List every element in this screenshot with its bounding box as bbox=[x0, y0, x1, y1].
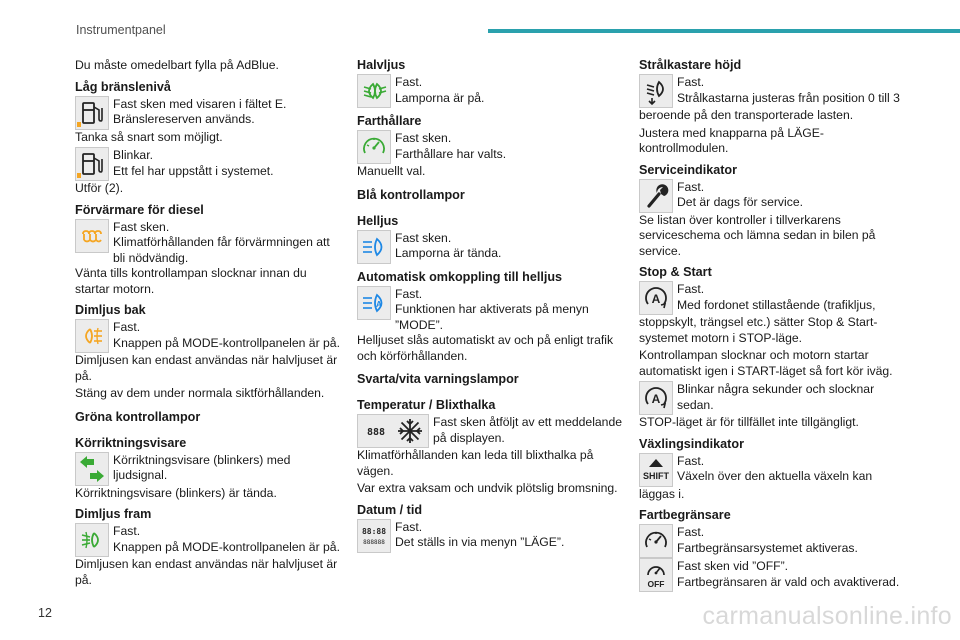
preheat-entry bbox=[75, 219, 343, 267]
low-fuel-after-2: Utför (2). bbox=[75, 181, 124, 195]
fuel-pump-icon bbox=[75, 96, 109, 130]
section-title-front-fog: Dimljus fram bbox=[75, 507, 152, 521]
section-title-indicators: Körriktningsvisare bbox=[75, 435, 187, 450]
front-fog-text-2: Knappen på MODE-kontrollpanelen är på. bbox=[113, 539, 340, 554]
low-fuel-blink-text-1: Blinkar. bbox=[113, 148, 153, 162]
group-title-green: Gröna kontrollampor bbox=[75, 409, 201, 424]
speed-limiter-icon bbox=[639, 524, 673, 558]
gear-text-1: Fast. bbox=[677, 453, 705, 468]
temperature-display-digits: 888 bbox=[366, 427, 386, 438]
fuel-pump-icon bbox=[75, 147, 109, 181]
dipped-text-1: Fast. bbox=[395, 75, 423, 89]
datetime-text-2: Det ställs in via menyn ”LÄGE”. bbox=[395, 535, 565, 549]
svg-text:A: A bbox=[651, 392, 661, 406]
datetime-display-date: 888888 bbox=[363, 538, 385, 546]
auto-beam-after: Helljuset slås automatiskt av och på enligt trafik och körförhållanden. bbox=[357, 333, 614, 363]
limiter-text-2: Fartbegränsarsystemet aktiveras. bbox=[677, 540, 858, 555]
gear-shift-icon bbox=[639, 453, 673, 487]
watermark: carmanualsonline.info bbox=[702, 602, 952, 630]
headlamp-levelling-icon bbox=[639, 74, 673, 108]
datetime-text-1: Fast. bbox=[395, 519, 423, 534]
temp-ice-entry bbox=[357, 414, 625, 448]
front-fog-after: Dimljusen kan endast användas när halvljuset är på. bbox=[75, 557, 338, 587]
adblue-intro-text: Du måste omedelbart fylla på AdBlue. bbox=[75, 58, 279, 72]
wrench-icon bbox=[639, 179, 673, 213]
snowflake-icon bbox=[394, 415, 426, 447]
column-left bbox=[75, 58, 343, 590]
gear-entry bbox=[639, 453, 911, 487]
headlamp-height-text-2: Strålkastarna justeras från position 0 till 3 bbox=[677, 90, 900, 105]
group-title-blue: Blå kontrollampor bbox=[357, 187, 465, 202]
page-header-title: Instrumentpanel bbox=[76, 23, 166, 37]
service-entry bbox=[639, 179, 911, 213]
headlamp-height-text-1: Fast. bbox=[677, 75, 705, 89]
indicators-entry bbox=[75, 452, 343, 486]
rear-fog-after-2: Stäng av dem under normala siktförhållanden. bbox=[75, 386, 325, 400]
header-accent-bar bbox=[488, 29, 960, 33]
headlamp-height-after-1: beroende på den transporterade lasten. bbox=[639, 108, 854, 122]
gear-text-2: Växeln över den aktuella växeln kan bbox=[677, 469, 873, 483]
preheat-text-2: Klimatförhållanden får förvärmningen att bli nödvändig. bbox=[113, 235, 330, 265]
limiter-off-text-1: Fast sken vid ”OFF”. bbox=[677, 559, 789, 573]
front-fog-entry bbox=[75, 523, 343, 557]
column-middle bbox=[357, 58, 625, 553]
temp-ice-icon-pair bbox=[357, 414, 429, 448]
stop-start-icon bbox=[639, 381, 673, 415]
service-text-2: Det är dags för service. bbox=[677, 195, 803, 209]
section-title-limiter: Fartbegränsare bbox=[639, 508, 731, 522]
limiter-text-1: Fast. bbox=[677, 525, 705, 539]
cruise-after: Manuellt val. bbox=[357, 164, 426, 178]
limiter-entry bbox=[639, 524, 911, 558]
section-title-cruise: Farthållare bbox=[357, 114, 422, 128]
stop-start-text-1: Fast. bbox=[677, 282, 705, 296]
glow-plug-icon bbox=[75, 219, 109, 253]
limiter-off-text-2: Fartbegränsaren är vald och avaktiverad. bbox=[677, 574, 900, 589]
column-right bbox=[639, 58, 911, 592]
limiter-off-entry bbox=[639, 558, 911, 592]
section-title-rear-fog: Dimljus bak bbox=[75, 303, 146, 317]
speed-limiter-off-label: OFF bbox=[647, 579, 665, 589]
low-fuel-text-2: Bränslereserven används. bbox=[113, 112, 255, 126]
dipped-beam-icon bbox=[357, 74, 391, 108]
auto-beam-text-2: Funktionen har aktiverats på menyn ”MODE”. bbox=[395, 302, 589, 332]
preheat-after: Vänta tills kontrollampan slocknar innan du startar motorn. bbox=[75, 266, 307, 296]
service-text-1: Fast. bbox=[677, 179, 705, 194]
section-title-preheat: Förvärmare för diesel bbox=[75, 202, 204, 217]
svg-text:A: A bbox=[376, 299, 382, 309]
section-title-datetime: Datum / tid bbox=[357, 502, 423, 517]
stop-start-entry bbox=[639, 281, 911, 315]
rear-fog-text-1: Fast. bbox=[113, 320, 141, 334]
section-title-temp-ice: Temperatur / Blixthalka bbox=[357, 398, 496, 412]
section-title-auto-beam: Automatisk omkoppling till helljus bbox=[357, 269, 563, 284]
auto-beam-entry bbox=[357, 286, 625, 334]
front-fog-text-1: Fast. bbox=[113, 524, 141, 538]
stop-start-after-1: stoppskylt, trängsel etc.) sätter Stop & Start-systemet motorn i STOP-läge. bbox=[639, 315, 878, 345]
headlamp-height-after-2: Justera med knapparna på LÄGE-kontrollmodulen. bbox=[639, 125, 824, 155]
main-beam-text-2: Lamporna är tända. bbox=[395, 246, 502, 260]
stop-start-after-2: Kontrollampan slocknar och motorn startar automatiskt igen i START-läget så fort kör iväg. bbox=[639, 348, 893, 378]
rear-fog-light-icon bbox=[75, 319, 109, 353]
date-time-display-icon bbox=[357, 519, 391, 553]
low-fuel-blink-text-2: Ett fel har uppstått i systemet. bbox=[113, 163, 274, 178]
main-beam-entry bbox=[357, 230, 625, 264]
dipped-entry bbox=[357, 74, 625, 108]
gear-after: läggas i. bbox=[639, 486, 685, 501]
datetime-entry bbox=[357, 519, 625, 553]
gear-shift-label: SHIFT bbox=[643, 470, 669, 481]
section-title-gear: Växlingsindikator bbox=[639, 436, 744, 451]
svg-text:A: A bbox=[651, 292, 661, 306]
rear-fog-entry bbox=[75, 319, 343, 353]
stop-start-blink-text-1: Blinkar några sekunder och slocknar sedan. bbox=[677, 382, 875, 412]
section-title-main-beam: Helljus bbox=[357, 213, 399, 228]
datetime-display-time: 88:88 bbox=[361, 526, 387, 536]
main-beam-text-1: Fast sken. bbox=[395, 230, 452, 245]
section-title-service: Serviceindikator bbox=[639, 162, 737, 177]
group-title-black-white: Svarta/vita varningslampor bbox=[357, 372, 519, 386]
temp-ice-after-2: Var extra vaksam och undvik plötslig bromsning. bbox=[357, 481, 618, 495]
cruise-text-2: Farthållare har valts. bbox=[395, 146, 507, 161]
stop-start-after-3: STOP-läget är för tillfället inte tillgängligt. bbox=[639, 415, 859, 429]
turn-signal-icon bbox=[75, 452, 109, 486]
low-fuel-after-1: Tanka så snart som möjligt. bbox=[75, 129, 223, 144]
dipped-text-2: Lamporna är på. bbox=[395, 90, 485, 105]
low-fuel-entry bbox=[75, 96, 343, 130]
page-number: 12 bbox=[38, 606, 52, 620]
cruise-control-icon bbox=[357, 130, 391, 164]
speed-limiter-off-icon bbox=[639, 558, 673, 592]
rear-fog-after-1: Dimljusen kan endast användas när halvljuset är på. bbox=[75, 353, 338, 383]
low-fuel-blink-entry bbox=[75, 147, 343, 181]
stop-start-icon bbox=[639, 281, 673, 315]
indicators-after: Körriktningsvisare (blinkers) är tända. bbox=[75, 485, 277, 500]
indicators-text-1: Körriktningsvisare (blinkers) med ljudsignal. bbox=[113, 452, 291, 482]
cruise-entry bbox=[357, 130, 625, 164]
service-after: Se listan över kontroller i tillverkarens serviceschema och lämna sedan in bilen på service. bbox=[639, 212, 876, 258]
temp-ice-after-1: Klimatförhållanden kan leda till blixthalka på vägen. bbox=[357, 448, 594, 478]
section-title-headlamp-height: Strålkastare höjd bbox=[639, 58, 742, 72]
preheat-text-1: Fast sken. bbox=[113, 219, 170, 234]
section-title-stop-start: Stop & Start bbox=[639, 265, 712, 279]
temp-ice-text-1: Fast sken åtföljt av ett meddelande på displayen. bbox=[433, 415, 623, 445]
cruise-text-1: Fast sken. bbox=[395, 131, 452, 145]
low-fuel-text-1: Fast sken med visaren i fältet E. bbox=[113, 96, 287, 111]
headlamp-height-entry bbox=[639, 74, 911, 108]
rear-fog-text-2: Knappen på MODE-kontrollpanelen är på. bbox=[113, 335, 340, 350]
front-fog-light-icon bbox=[75, 523, 109, 557]
auto-beam-text-1: Fast. bbox=[395, 286, 423, 301]
main-beam-icon bbox=[357, 230, 391, 264]
auto-main-beam-icon bbox=[357, 286, 391, 320]
stop-start-blink-entry bbox=[639, 381, 911, 415]
stop-start-text-2: Med fordonet stillastående (trafikljus, bbox=[677, 297, 876, 312]
section-title-low-fuel: Låg bränslenivå bbox=[75, 79, 171, 94]
section-title-dipped: Halvljus bbox=[357, 58, 406, 72]
temperature-display-icon bbox=[360, 415, 392, 447]
